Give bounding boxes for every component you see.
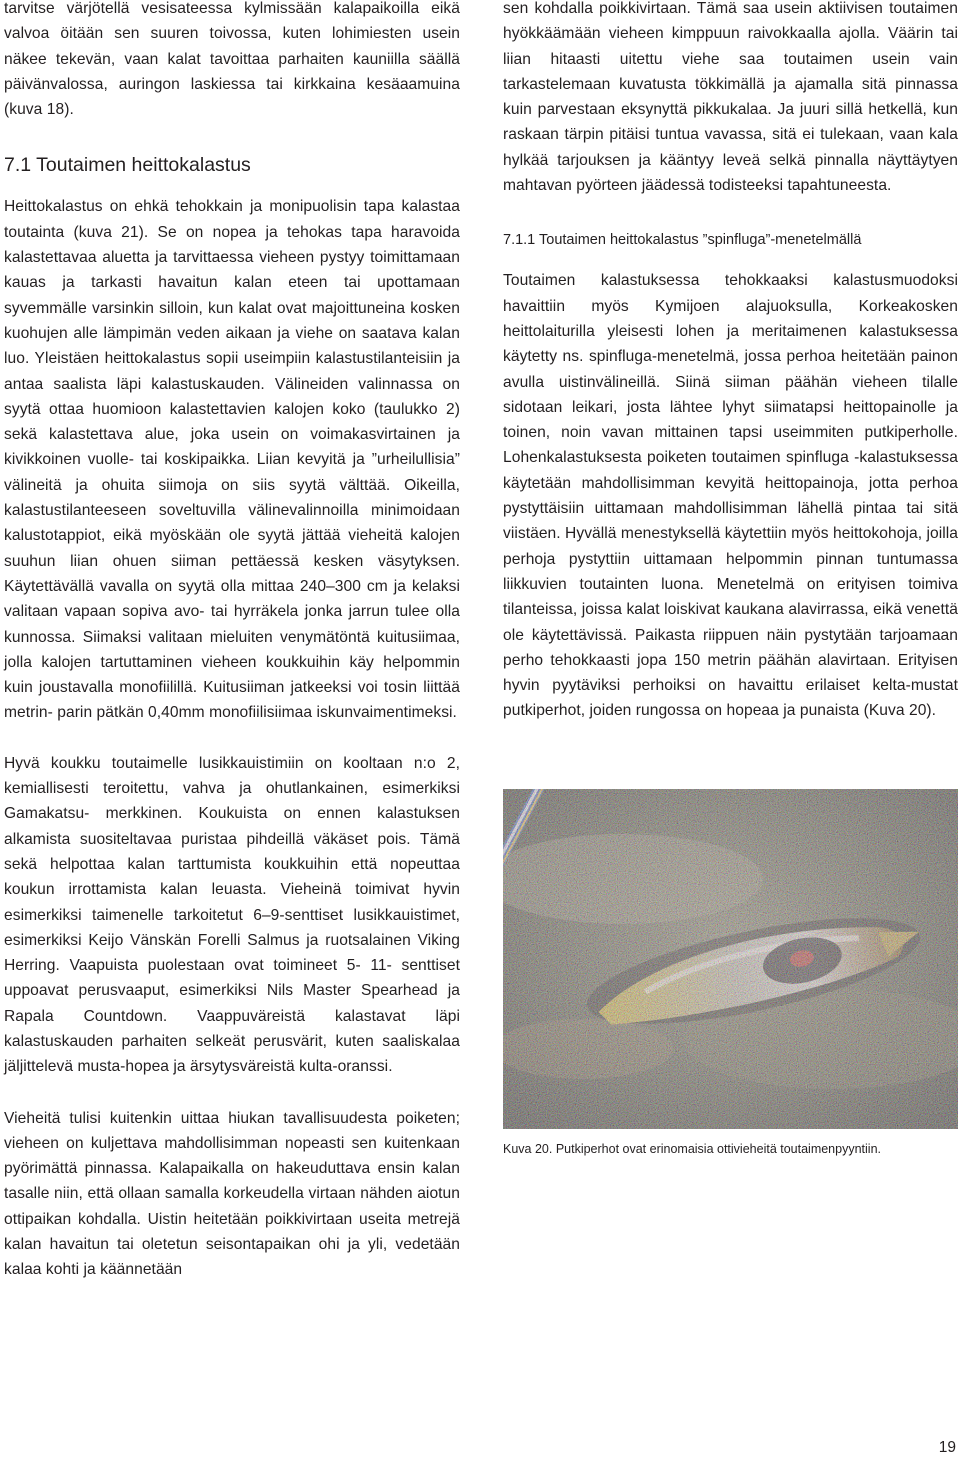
page-number: 19 [938,1439,956,1456]
body-paragraph-3: Vieheitä tulisi kuitenkin uittaa hiukan tavallisuudesta poiketen; vieheen on kuljettava mahdollisimman nopeasti sen kuitenkaan pyörimättä pinnassa. Kalapaikalla on hakeuduttava ensin kalan tasalle niin, että ollaan samalla korkeudella virtaan nähden aiotun ottipaikan kohdalla. Uistin heitetään poikkivirtaan useita metrejä kalan havaitun tai oletetun seisontapaikan ohi ja yli, vedetään kalaa kohti ja käännetään [4,1109,460,1279]
right-column [503,0,958,724]
tube-fly-photo [503,789,958,1129]
section-heading: 7.1 Toutaimen heittokalastus [4,154,251,177]
left-column [4,0,460,1283]
figure-caption: Kuva 20. Putkiperhot ovat erinomaisia ottivieheitä toutaimenpyyntiin. [503,1142,881,1156]
intro-paragraph: tarvitse värjötellä vesisateessa kylmissään kalapaikoilla eikä valvoa öitään sen suuren toivossa, kuten lohimiesten usein näkee tekevän, vaan kalat tavoittaa parhaiten kauniilla säällä päivänvalossa, auringon laskiessa tai kirkkaina kesäaamuina (kuva 18). [4,0,460,119]
body-paragraph-spinfluga: Toutaimen kalastuksessa tehokkaaksi kalastusmuodoksi havaittiin myös Kymijoen alajuoksulla, Korkeakosken heittolaiturilla yleisesti lohen ja meritaimenen kalastuksessa käytetty ns. spinfluga-menetelmä, jossa perhoa heitetään painon avulla uistinvälineillä. Siinä siiman päähän vieheen tilalle sidotaan leikari, josta lähtee lyhyt siimatapsi heittopainolle ja toinen, noin vavan mittainen tapsi useimmiten putkiperholle. Lohenkalastuksesta poiketen toutaimen spinfluga -kalastuksessa käytetään mahdollisimman kevyitä heittopainoja, jotta perhoa pystyttäisiin uittamaan mahdollisimman lähellä pintaa tai sitä viistäen. Hyvällä menestyksellä käytettiin myös heittokohoja, joilla perhoja pystyttiin uittamaan helpommin pinnan tuntumassa liikkuvien toutainten luona. Menetelmä on erityisen toimiva tilanteissa, joissa kalat loiskivat kaukana alavirrassa, eikä venettä ole käytettävissä. Paikasta riippuen näin pystytään tarjoamaan perho tehokkaasti jopa 150 metrin päähän alavirtaan. Erityisen hyvin pyytäviksi perhoiksi on havaittu erilaiset kelta-mustat putkiperhot, joiden rungossa on hopeaa ja punaista (Kuva 20). [503,272,958,720]
body-paragraph-1: Heittokalastus on ehkä tehokkain ja monipuolisin tapa kalastaa toutainta (kuva 21). Se on nopea ja tehokas tapa haravoida kalastettavaa aluetta ja tarvittaessa vieheen pystyy toimittamaan kauas ja tarkasti havaitun kalan eteen tai upottamaan syvemmälle varsinkin silloin, kun kalat ovat majoittuneina kosken kuohujen alle lämpimän veden aikaan ja viehe on saatava kalan luo. Yleistäen heittokalastus sopii useimpiin kalastustilanteisiin ja antaa saalista läpi kalastuskauden. Välineiden valinnassa on syytä ottaa huomioon kalastettavien kalojen koko (taulukko 2) sekä kalastettava alue, joka usein on voimakasvirtainen ja kivikkoinen vuolle- tai koskipaikka. Liian kevyitä ja ”urheilullisia” välineitä ja ohuita siimoja on siis syytä välttää. Oikeilla, kalastustilanteeseen soveltuvilla välinevalinnoilla minimoidaan kalustotappiot, eikä myöskään ole syytä jättää vieheitä kalojen suuhun liian ohuen siiman pettäessä kesken väsytyksen. Käytettävällä vavalla on syytä olla mittaa 240–300 cm ja kelaksi valitaan vapaan sopiva avo- tai hyrräkela jonka jarrun tulee olla kunnossa. Siimaksi valitaan mieluiten venymätöntä kuitusiimaa, jolla kalojen tartuttaminen vieheen koukkuihin käy helpommin kuin joustavalla monofiilillä. Kuitusiiman jatkeeksi voi tosin liittää metrin- parin pätkän 0,40mm monofiilisiimaa iskunvaimentimeksi. [4,198,460,722]
subsection-heading: 7.1.1 Toutaimen heittokalastus ”spinfluga”-menetelmällä [503,232,862,249]
body-paragraph-2: Hyvä koukku toutaimelle lusikkauistimiin on kooltaan n:o 2, kemiallisesti teroitettu, vahva ja ohutlankainen, esimerkiksi Gamakatsu- merkkinen. Koukuista on ennen kalastuksen alkamista suositeltavaa puristaa pihdeillä väkäset pois. Tämä sekä helpottaa kalan tarttumista koukkuihin että nopeuttaa koukun irrottamista kalan leuasta. Vieheinä toimivat hyvin esimerkiksi taimenelle tarkoitetut 6–9-senttiset lusikkauistimet, esimerkiksi Keijo Vänskän Forelli Salmus ja ruotsalainen Viking Herring. Vaapuista puolestaan ovat toimineet 5- 11- senttiset uppoavat perusvaaput, esimerkiksi Nils Master Spearhead ja Rapala Countdown. Vaappuväreistä kalastavat läpi kalastuskauden parhaiten selkeät perusvärit, kuten saaliskalaa jäljittelevä musta-hopea ja ärsytysväreistä kulta-oranssi. [4,754,460,1076]
tube-fly-image [503,789,958,1129]
body-paragraph-continued: sen kohdalla poikkivirtaan. Tämä saa usein aktiivisen toutaimen hyökkäämään vieheen kimppuun raivokkaalla ajolla. Väärin tai liian hitaasti uitettu viehe saa toutaimen usein vain tarkastelemaan kuvatusta tökkimällä ja ajamalla sitä pinnassa kuin parvestaan eksynyttä pikkukalaa. Ja juuri sillä hetkellä, kun raskaan tärpin pitäisi tuntua vavassa, sitä ei tulekaan, vaan kala hylkää tarjouksen ja kääntyy leveä selkä pinnalla näyttäytyen mahtavan pyörteen jäädessä todisteeksi tapahtuneesta. [503,0,958,195]
